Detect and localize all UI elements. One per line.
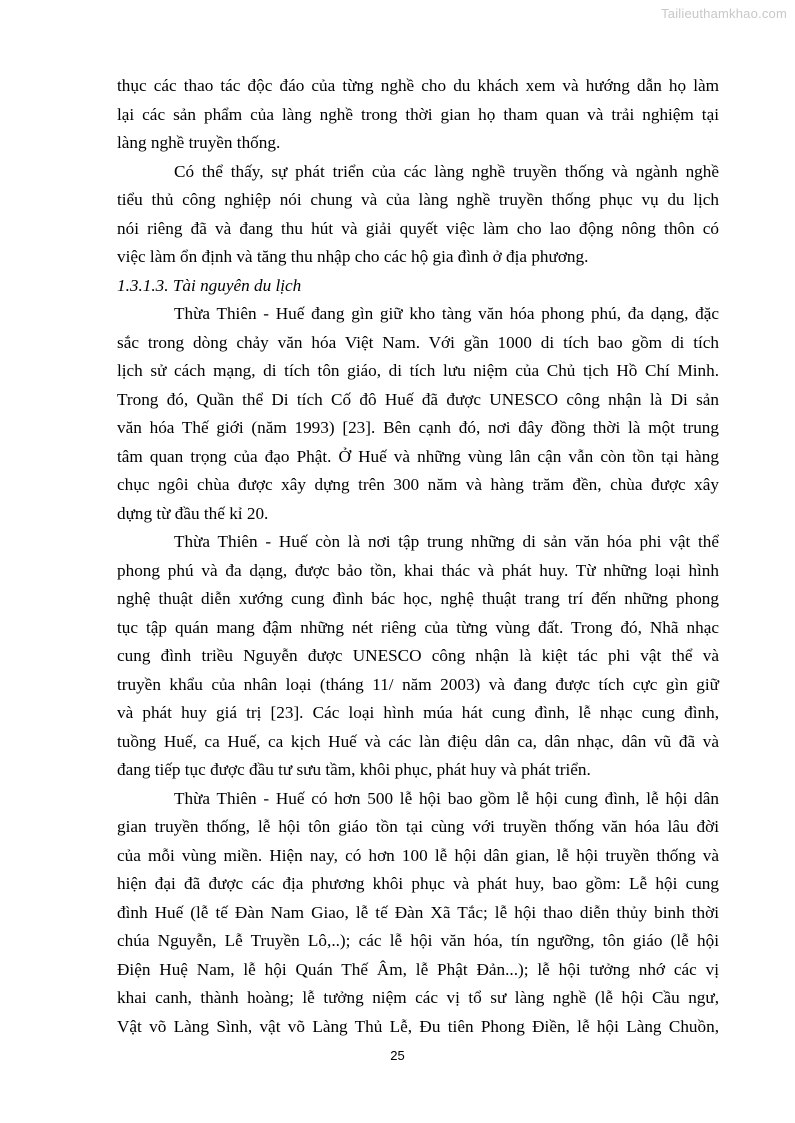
text-line: Có thể thấy, sự phát triển của các làng nghề truyền thống và ngành nghề xyxy=(174,161,719,181)
text-line: chúa Nguyễn, Lễ Truyền Lô,..); các lễ hội văn hóa, tín ngưỡng, tôn giáo (lễ hội xyxy=(117,931,719,950)
section-heading: 1.3.1.3. Tài nguyên du lịch xyxy=(117,275,302,295)
text-line: phong phú và đa dạng, được bảo tồn, khai thác và phát huy. Từ những loại hình xyxy=(117,560,719,580)
text-line: lịch sử cách mạng, di tích tôn giáo, di tích lưu niệm của Chủ tịch Hồ Chí Minh. xyxy=(117,361,719,380)
text-line: Vật võ Làng Sình, vật võ Làng Thủ Lễ, Đu tiên Phong Điền, lễ hội Làng Chuồn, xyxy=(117,1016,719,1036)
page-number: 25 xyxy=(390,1048,405,1063)
text-line: nói riêng đã và đang thu hút và giải quyết việc làm cho lao động nông thôn có xyxy=(117,218,719,238)
text-line: khai canh, thành hoàng; lễ tưởng niệm các vị tổ sư làng nghề (lễ hội Cầu ngư, xyxy=(117,988,719,1007)
text-line: lại các sản phẩm của làng nghề trong thời gian họ tham quan và trải nghiệm tại xyxy=(117,104,719,124)
text-line: thục các thao tác độc đáo của từng nghề cho du khách xem và hướng dẫn họ làm xyxy=(117,76,719,95)
text-line: tiểu thủ công nghiệp nói chung và của làng nghề truyền thống phục vụ du lịch xyxy=(117,190,719,209)
text-line: hiện đại đã được các địa phương khôi phục và phát huy, bao gồm: Lễ hội cung xyxy=(117,874,719,893)
text-line: Thừa Thiên - Huế đang gìn giữ kho tàng văn hóa phong phú, đa dạng, đặc xyxy=(174,304,719,323)
watermark: Tailieuthamkhao.com xyxy=(661,6,787,21)
text-line: tâm quan trọng của đạo Phật. Ở Huế và những vùng lân cận vẫn còn tồn tại hàng xyxy=(117,446,719,466)
text-line: đình Huế (lễ tế Đàn Nam Giao, lễ tế Đàn Xã Tắc; lễ hội thao diễn thủy binh thời xyxy=(117,902,719,922)
text-line: Trong đó, Quần thể Di tích Cố đô Huế đã được UNESCO công nhận là Di sản xyxy=(117,389,719,409)
text-line: Thừa Thiên - Huế còn là nơi tập trung những di sản văn hóa phi vật thể xyxy=(174,532,719,551)
text-line: cung đình triều Nguyễn được UNESCO công nhận là kiệt tác phi vật thể và xyxy=(117,646,719,665)
text-line: văn hóa Thế giới (năm 1993) [23]. Bên cạnh đó, nơi đây đồng thời là một trung xyxy=(117,418,719,437)
text-line: của mỗi vùng miền. Hiện nay, có hơn 100 lễ hội dân gian, lễ hội truyền thống và xyxy=(117,845,719,865)
text-line: nghệ thuật diễn xướng cung đình bác học, nghệ thuật trang trí đến những phong xyxy=(117,589,719,608)
text-line: sắc trong dòng chảy văn hóa Việt Nam. Với gần 1000 di tích bao gồm di tích xyxy=(117,332,719,352)
text-line: tục tập quán mang đậm những nét riêng của từng vùng đất. Trong đó, Nhã nhạc xyxy=(117,617,719,637)
text-line: chục ngôi chùa được xây dựng trên 300 năm và hàng trăm đền, chùa được xây xyxy=(117,475,719,494)
text-line: tuồng Huế, ca Huế, ca kịch Huế và các làn điệu dân ca, dân nhạc, dân vũ đã và xyxy=(117,731,719,751)
text-line: việc làm ổn định và tăng thu nhập cho các hộ gia đình ở địa phương. xyxy=(117,247,589,266)
text-line: gian truyền thống, lễ hội tôn giáo tồn tại cùng với truyền thống văn hóa lâu đời xyxy=(117,817,719,836)
document-body xyxy=(117,72,719,1041)
text-line: và phát huy giá trị [23]. Các loại hình múa hát cung đình, lễ nhạc cung đình, xyxy=(117,703,719,722)
text-line: Thừa Thiên - Huế có hơn 500 lễ hội bao gồm lễ hội cung đình, lễ hội dân xyxy=(174,788,719,808)
text-line: đang tiếp tục được đầu tư sưu tầm, khôi phục, phát huy và phát triển. xyxy=(117,760,591,779)
text-line: Điện Huệ Nam, lễ hội Quán Thế Âm, lễ Phật Đản...); lễ hội tưởng nhớ các vị xyxy=(117,959,719,979)
text-line: làng nghề truyền thống. xyxy=(117,133,281,152)
text-line: truyền khẩu của nhân loại (tháng 11/ năm 2003) và đang được tích cực gìn giữ xyxy=(117,674,719,694)
text-line: dựng từ đầu thế kỉ 20. xyxy=(117,503,269,523)
